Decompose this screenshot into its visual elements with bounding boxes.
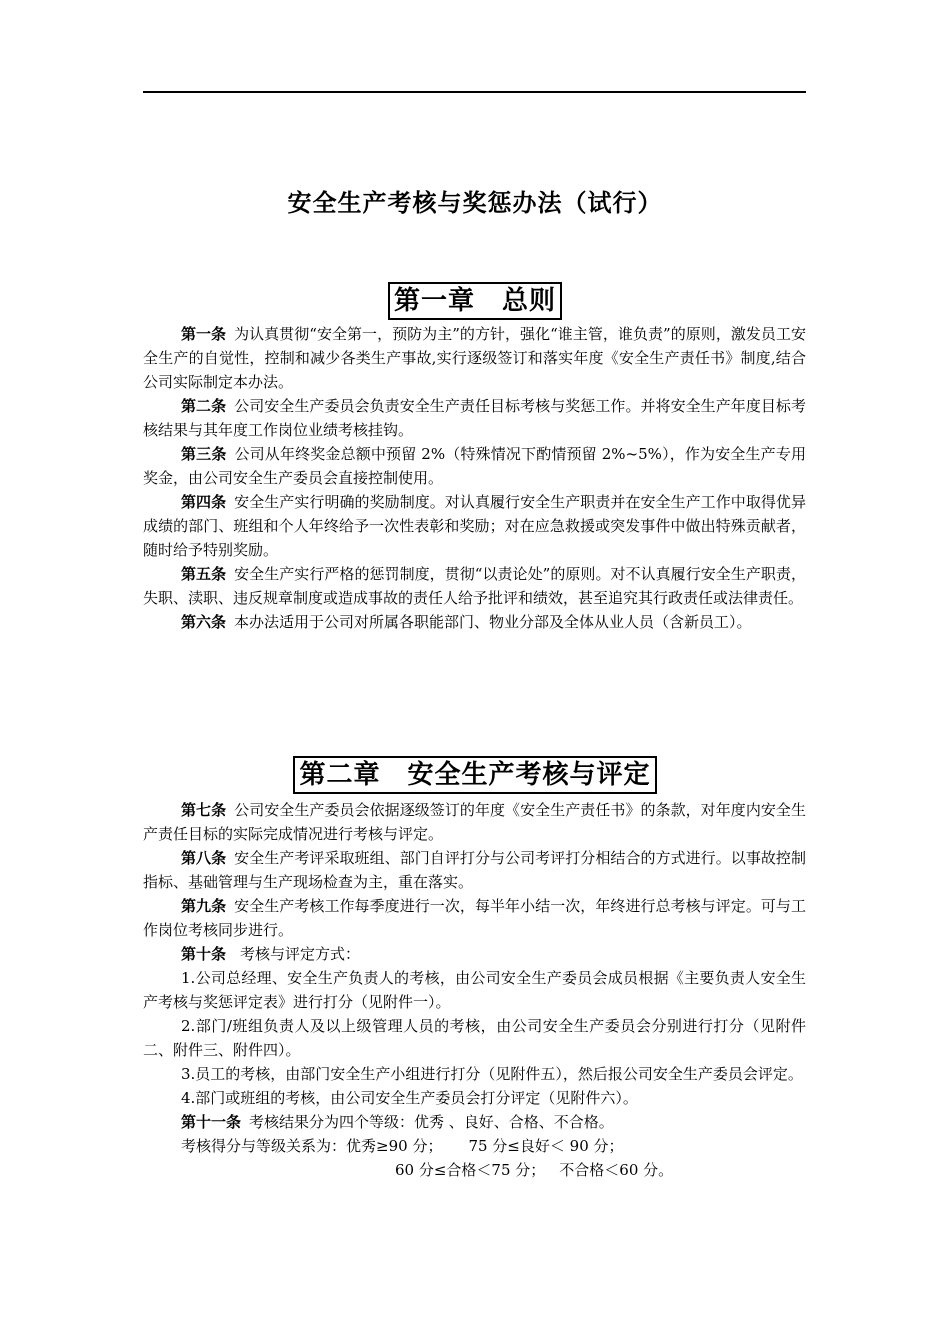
article-label: 第十一条 bbox=[181, 1113, 242, 1131]
article-label: 第三条 bbox=[181, 445, 227, 463]
article-label: 第四条 bbox=[181, 493, 227, 511]
article-8 bbox=[143, 846, 806, 894]
article-label: 第一条 bbox=[181, 325, 227, 343]
article-label: 第九条 bbox=[181, 897, 227, 915]
article-text: 为认真贯彻“安全第一，预防为主”的方针，强化“谁主管，谁负责”的原则，激发员工安全生产的自觉性，控制和减少各类生产事故,实行逐级签订和落实年度《安全生产责任书》制度,结合公司实际制定本办法。 bbox=[143, 325, 806, 391]
chapter1-heading: 第一章 总则 bbox=[388, 282, 562, 320]
chapter2-heading-wrap bbox=[0, 756, 950, 794]
grade-relation-line bbox=[143, 1134, 806, 1158]
article-label: 第六条 bbox=[181, 613, 227, 631]
article-text: 安全生产实行严格的惩罚制度，贯彻“以责论处”的原则。对不认真履行安全生产职责，失职、渎职、违反规章制度或造成事故的责任人给予批评和绩效，甚至追究其行政责任或法律责任。 bbox=[143, 565, 806, 607]
article-11 bbox=[143, 1110, 806, 1134]
article-text: 公司安全生产委员会依据逐级签订的年度《安全生产责任书》的条款，对年度内安全生产责任目标的实际完成情况进行考核与评定。 bbox=[143, 801, 806, 843]
chapter2-heading: 第二章 安全生产考核与评定 bbox=[293, 756, 656, 794]
article-3 bbox=[143, 442, 806, 490]
article-4 bbox=[143, 490, 806, 562]
header-rule bbox=[143, 91, 806, 93]
grade-good: 75 分≤良好＜ 90 分； bbox=[468, 1137, 624, 1155]
article-text: 公司从年终奖金总额中预留 2%（特殊情况下酌情预留 2%~5%），作为安全生产专用奖金，由公司安全生产委员会直接控制使用。 bbox=[143, 445, 806, 487]
method-item-4: 4.部门或班组的考核，由公司安全生产委员会打分评定（见附件六）。 bbox=[181, 1089, 638, 1107]
document-title: 安全生产考核与奖惩办法（试行） bbox=[287, 189, 663, 217]
article-label: 第二条 bbox=[181, 397, 227, 415]
method-item-3: 3.员工的考核，由部门安全生产小组进行打分（见附件五），然后报公司安全生产委员会评定。 bbox=[181, 1065, 803, 1083]
chapter1-body bbox=[143, 322, 806, 634]
article-1 bbox=[143, 322, 806, 394]
article-label: 第五条 bbox=[181, 565, 227, 583]
article-7 bbox=[143, 798, 806, 846]
article-6 bbox=[143, 610, 806, 634]
article-label: 第八条 bbox=[181, 849, 227, 867]
grade-excellent: 优秀≥90 分； bbox=[346, 1137, 443, 1155]
article-text: 考核与评定方式： bbox=[240, 945, 361, 963]
grade-relation-line-2 bbox=[143, 1158, 806, 1182]
grade-pass: 60 分≤合格＜75 分； bbox=[395, 1161, 546, 1179]
article-text: 公司安全生产委员会负责安全生产责任目标考核与奖惩工作。并将安全生产年度目标考核结果与其年度工作岗位业绩考核挂钩。 bbox=[143, 397, 806, 439]
article-10 bbox=[143, 942, 806, 966]
article-9 bbox=[143, 894, 806, 942]
article-text: 本办法适用于公司对所属各职能部门、物业分部及全体从业人员（含新员工）。 bbox=[234, 613, 752, 631]
chapter2-body bbox=[143, 798, 806, 1182]
article-text: 安全生产实行明确的奖励制度。对认真履行安全生产职责并在安全生产工作中取得优异成绩的部门、班组和个人年终给予一次性表彰和奖励；对在应急救援或突发事件中做出特殊贡献者，随时给予特别奖励。 bbox=[143, 493, 806, 559]
article-text: 考核结果分为四个等级：优秀 、良好、合格、不合格。 bbox=[249, 1113, 614, 1131]
grade-intro: 考核得分与等级关系为： bbox=[181, 1137, 347, 1155]
article-5 bbox=[143, 562, 806, 610]
chapter1-heading-wrap bbox=[0, 282, 950, 320]
article-text: 安全生产考评采取班组、部门自评打分与公司考评打分相结合的方式进行。以事故控制指标、基础管理与生产现场检查为主，重在落实。 bbox=[143, 849, 806, 891]
grade-fail: 不合格＜60 分。 bbox=[559, 1161, 674, 1179]
article-2 bbox=[143, 394, 806, 442]
method-item-2: 2.部门/班组负责人及以上级管理人员的考核，由公司安全生产委员会分别进行打分（见附件二、附件三、附件四）。 bbox=[143, 1017, 806, 1059]
article-text: 安全生产考核工作每季度进行一次，每半年小结一次，年终进行总考核与评定。可与工作岗位考核同步进行。 bbox=[143, 897, 806, 939]
article-label: 第十条 bbox=[181, 945, 227, 963]
method-item-1: 1.公司总经理、安全生产负责人的考核，由公司安全生产委员会成员根据《主要负责人安全生产考核与奖惩评定表》进行打分（见附件一）。 bbox=[143, 969, 806, 1011]
article-label: 第七条 bbox=[181, 801, 227, 819]
